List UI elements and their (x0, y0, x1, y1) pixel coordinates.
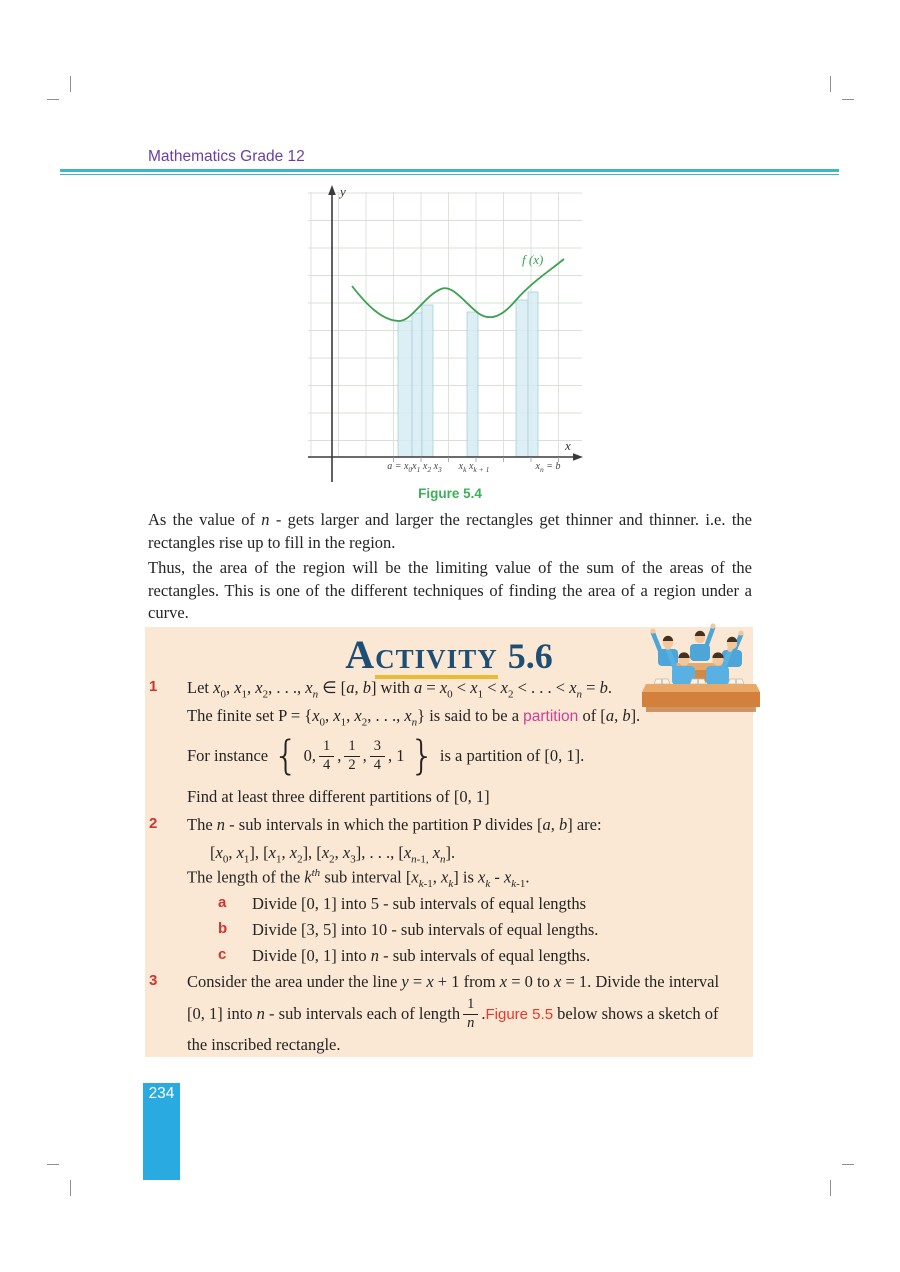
fraction-1-2: $\frac{1}{2}$ (344, 739, 359, 772)
page-number: 234 (148, 1085, 175, 1102)
activity-title-rest: CTIVITY (375, 644, 498, 679)
item-1-line-1: Let $x_0$, $x_1$, $x_2$, . . ., $x_n$ ∈ [a, b] with $a = x_0 < x_1 < x_2$ < . . . < $x_n = b$. (187, 678, 612, 701)
sub-item-c-letter: c (218, 946, 227, 963)
crop-mark-top-right-h (842, 99, 854, 100)
sketch-text: below shows a sketch of (553, 1004, 719, 1023)
x-tick-label-right: $x_n = b$ (535, 461, 561, 474)
sub-item-b-text: Divide [3, 5] into 10 - sub intervals of equal lengths. (252, 920, 599, 939)
crop-mark-top-left-v (70, 76, 71, 92)
item-1-line-3 (187, 733, 748, 779)
x-axis-arrow (573, 453, 583, 461)
set-first: 0, (303, 746, 316, 765)
crop-mark-top-right-v (830, 76, 831, 92)
item-1-line-2 (187, 706, 748, 728)
page-header-title: Mathematics Grade 12 (148, 148, 305, 165)
sub-item-a-letter: a (218, 894, 227, 911)
length-text: [0, 1] into n - sub intervals each of length (187, 1004, 461, 1023)
x-tick-label-middle: $x_k$ $x_{k + 1}$ (458, 461, 490, 474)
close-brace: } (409, 733, 435, 779)
partition-highlight: partition (523, 708, 579, 725)
activity-panel (145, 627, 753, 1057)
paragraph-2: Thus, the area of the region will be the limiting value of the sum of the areas of the rectangles. This is one of the different techniques of finding the area of a region under a curve. (148, 558, 752, 622)
header-rule (60, 169, 839, 175)
fraction-1-n: $\frac{1}{n}$ (463, 997, 478, 1030)
grid-lines (308, 192, 582, 457)
item-2-number: 2 (149, 815, 158, 832)
period-text: . (481, 1004, 486, 1023)
paragraph-1: As the value of n - gets larger and larger the rectangles get thinner and thinner. i.e. the rectangles rise up to fill in the region. (148, 510, 752, 552)
x-axis-label: x (565, 438, 571, 453)
crop-mark-bottom-left-h (47, 1164, 59, 1165)
item-3-line-3: the inscribed rectangle. (187, 1035, 341, 1054)
item-3-number: 3 (149, 972, 158, 989)
fraction-3-4: $\frac{3}{4}$ (370, 739, 385, 772)
fraction-1-4: $\frac{1}{4}$ (319, 739, 334, 772)
crop-mark-bottom-right-v (830, 1180, 831, 1196)
page-number-tab (143, 1083, 180, 1180)
figure-caption: Figure 5.4 (418, 486, 482, 501)
x-tick-label-left: $a = x_0x_1$ $x_2$ $x_3$ (387, 461, 442, 474)
for-instance-text: For instance (187, 746, 269, 765)
inscribed-rectangles (398, 292, 538, 457)
activity-title-number: 5.6 (507, 636, 553, 676)
crop-mark-bottom-left-v (70, 1180, 71, 1196)
item-3-line-1: Consider the area under the line y = x + 1 from x = 0 to x = 1. Divide the interval (187, 972, 720, 991)
item-2-intervals: [$x_0$, $x_1$], [$x_1$, $x_2$], [$x_2$, $x_3$], . . ., [$x_{n-1,}$ $x_n$]. (210, 843, 456, 866)
partition-of-text: is a partition of [0, 1]. (439, 746, 585, 765)
item-1-number: 1 (149, 678, 158, 695)
set-last: , 1 (387, 746, 405, 765)
item-2-length: The length of the $k^{th}$ sub interval [$x_{k-1}$, $x_k$] is $x_k - x_{k-1}$. (187, 867, 530, 890)
y-axis-arrow (328, 185, 336, 195)
y-axis-label: y (340, 184, 346, 199)
item-3-line-2 (187, 991, 748, 1037)
sub-item-a-text: Divide [0, 1] into 5 - sub intervals of equal lengths (252, 894, 587, 913)
curve-label-fx: f (x) (522, 252, 544, 267)
sub-item-b-letter: b (218, 920, 228, 937)
crop-mark-top-left-h (47, 99, 59, 100)
sub-item-c-text: Divide [0, 1] into n - sub intervals of equal lengths. (252, 946, 591, 965)
item-2-line-1: The n - sub intervals in which the partition P divides [a, b] are: (187, 815, 602, 834)
students-raising-hands-illustration (640, 621, 762, 719)
figure-5-5-reference: Figure 5.5 (485, 1005, 554, 1023)
finite-set-text-end: of [a, b]. (578, 706, 641, 725)
item-1-line-4: Find at least three different partitions of [0, 1] (187, 787, 490, 806)
comma: , (362, 746, 367, 765)
activity-title-initial: A (345, 632, 376, 677)
crop-mark-bottom-right-h (842, 1164, 854, 1165)
finite-set-text: The finite set $P = \{x_0$, $x_1$, $x_2$, . . ., $x_n$} is said to be a (187, 706, 524, 729)
open-brace: { (273, 733, 299, 779)
figure-5-4-plot (300, 182, 590, 487)
comma: , (337, 746, 342, 765)
